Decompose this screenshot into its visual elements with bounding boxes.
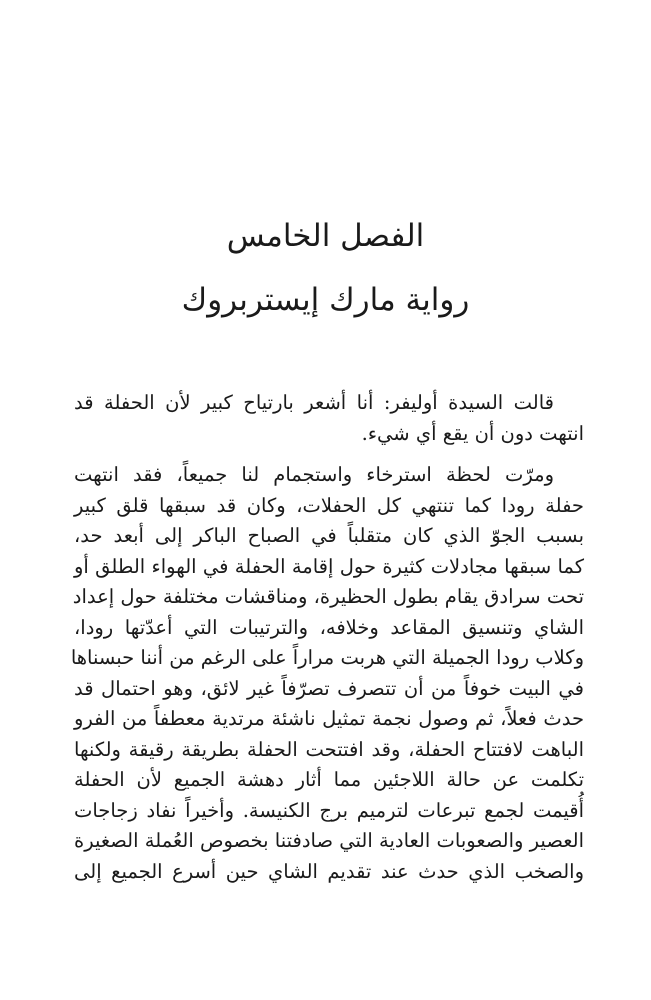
text-line: انتهت دون أن يقع أي شيء. <box>361 421 584 445</box>
body-text <box>70 388 584 898</box>
text-line: تحت سرادق يقام بطول الحظيرة، ومناقشات مختلفة حول إعداد <box>72 585 584 608</box>
text-line: بسبب الجوّ الذي كان متقلباً في الصباح الباكر إلى أبعد حد، <box>74 524 584 547</box>
text-line: تكلمت عن حالة اللاجئين مما أثار دهشة الجميع لأن الحفلة <box>74 768 584 791</box>
text-line: حدث فعلاً، ثم وصول نجمة تمثيل ناشئة مرتدية معطفاً من الفرو <box>74 707 584 730</box>
text-line: حفلة رودا كما تنتهي كل الحفلات، وكان قد سبقها قلق كبير <box>74 493 584 517</box>
text-line: قالت السيدة أوليفر: أنا أشعر بارتياح كبير لأن الحفلة قد <box>74 391 554 414</box>
text-line: والصخب الذي حدث عند تقديم الشاي حين أسرع الجميع إلى <box>74 859 584 883</box>
text-line: الشاي وتنسيق المقاعد وخلافه، والترتيبات التي أعدّتها رودا، <box>74 615 584 639</box>
paragraph-1 <box>74 388 584 449</box>
text-line: وكلاب رودا الجميلة التي هربت مراراً على الرغم من أننا حبسناها <box>70 646 584 669</box>
text-line: الباهت لافتتاح الحفلة، وقد افتتحت الحفلة بطريقة رقيقة ولكنها <box>74 737 584 761</box>
text-line: أُقيمت لجمع تبرعات لترميم برج الكنيسة. وأخيراً نفاد زجاجات <box>74 798 584 822</box>
chapter-title: الفصل الخامس <box>226 218 425 254</box>
text-line: في البيت خوفاً من أن تتصرف تصرّفاً غير لائق، وهو احتمال قد <box>74 676 584 700</box>
text-line: كما سبقها مجادلات كثيرة حول إقامة الحفلة في الهواء الطلق أو <box>74 554 584 578</box>
chapter-subtitle: رواية مارك إيستربروك <box>181 282 470 318</box>
text-line: العصير والصعوبات العادية التي صادفتنا بخصوص العُملة الصغيرة <box>74 829 584 852</box>
paragraph-2 <box>70 460 584 887</box>
text-line: ومرّت لحظة استرخاء واستجمام لنا جميعاً، فقد انتهت <box>74 463 554 486</box>
